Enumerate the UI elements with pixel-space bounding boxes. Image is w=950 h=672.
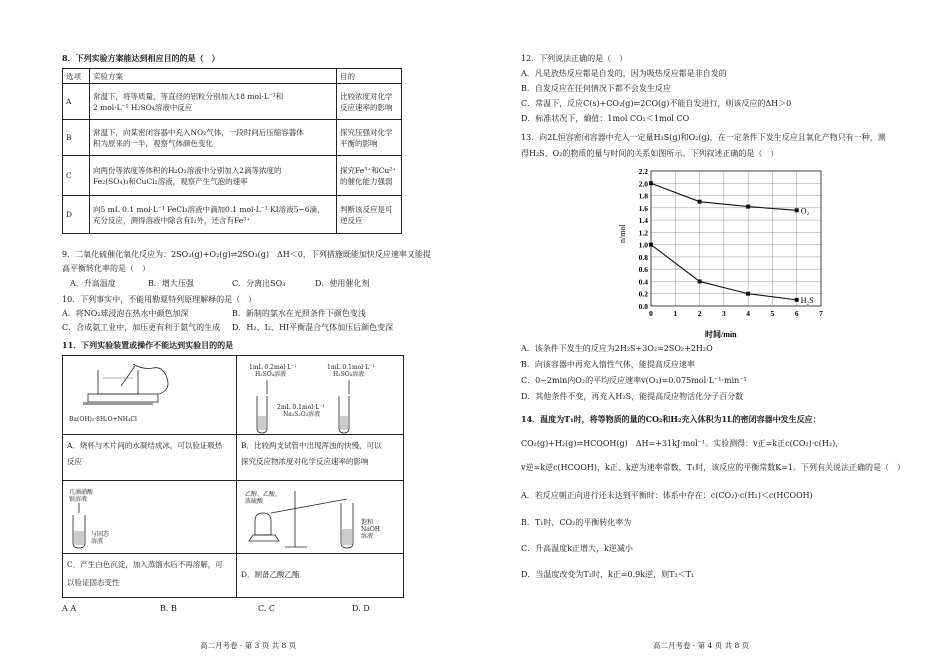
q12-option-a: A．凡是放热反应都是自发的，因为吸热反应都是非自发的 [521,69,727,78]
q8-plan-a-line2: 2 mol·L⁻¹ H₂SO₄溶液中反应 [93,102,193,112]
q14-option-d: D．当温度改变为T₂时，k正=0.9k逆，则T₂＜T₁ [521,570,695,579]
q11-cell-d [236,480,404,598]
q8-plan-a-line1: 常温下，将等质量、等直径的铝粒分别加入18 mol·L⁻¹和 [93,91,284,101]
q11-a-label: Ba(OH)₂·8H₂O+NH₄Cl [69,416,137,423]
q14-line2: CO₂(g)+H₂(g)⇌HCOOH(g) ΔH=+31kJ·mol⁻¹。实验测得：v正=k正c(CO₂)·c(H₂)， [521,439,844,448]
q8-goal-d-line2: 逆反应 [340,215,363,225]
q11-c-lab3: 与固态 [91,531,110,538]
q8-goal-c-line2: 的催化能力强弱 [340,176,393,186]
dropper-testtube-illustration [63,481,236,553]
q8-plan-d-line2: 充分反应，测得溶液中除含有I₂外，还含有Fe³⁺ [93,215,251,225]
q8-plan-d-line1: 向5 mL 0.1 mol·L⁻¹ FeCl₃溶液中滴加0.1 mol·L⁻¹ KI溶液5~6滴， [93,204,325,214]
q12-stem: 12．下列说法正确的是（ ） [521,54,628,63]
x-tick-label: 5 [770,309,775,318]
q11-cell-b [236,355,404,481]
q8-goal-a-line1: 比较浓度对化学 [340,91,393,101]
q8-header-plan: 实验方案 [90,69,337,84]
q12-option-d: D．标准状况下，熵值：1mol CO₂＜1mol CO [521,114,690,123]
series-label: H₂S [800,295,814,305]
q8-goal-a [337,84,402,120]
q8-goal-d-line1: 判断该反应是可 [340,204,393,214]
q13-option-c: C．0~2min内O₂的平均反应速率v(O₂)=0.075mol·L⁻¹·min⁻¹ [521,376,747,385]
q8-plan-d [90,196,337,234]
q11-a-text1: A．烧杯与木片间的水凝结成冰，可以验证吸热 [67,441,223,450]
q9-option-c: C．分离出SO₃ [232,279,286,288]
q13-option-a: A．该条件下发生的反应为2H₂S+3O₂=2SO₂+2H₂O [521,344,713,353]
x-tick-label: 3 [721,309,726,318]
y-tick-label: 1.4 [638,216,648,226]
q11-cell-a [62,355,237,481]
q8-goal-a-line2: 反应速率的影响 [340,102,393,112]
q11-a-text2: 反应 [67,457,82,466]
q11-c-text2: 以验证固态变性 [67,578,120,587]
q11-d-lab5: 溶液 [361,533,374,540]
data-point [649,181,653,185]
q14-option-b: B．T₁时，CO₂的平衡转化率为 [521,518,632,527]
y-tick-label: 1.0 [638,240,648,250]
q10-option-d: D．H₂、I₂、HI平衡混合气体加压后颜色变深 [232,323,394,332]
q8-goal-b-line2: 平衡的影响 [340,138,378,148]
q11-c-text1: C．产生白色沉淀，加入蒸馏水后不再溶解，可 [67,560,223,569]
q8-plan-c-line1: 向两份等浓度等体积的H₂O₂溶液中分别加入2滴等浓度的 [93,165,282,175]
q8-plan-c [90,156,337,196]
x-tick-label: 1 [673,309,678,318]
data-point [649,243,653,247]
q11-b-lab2: H₂SO₄溶液 [255,371,287,378]
q14-line3: v逆=k逆c(HCOOH)，k正、k逆为速率常数，T₁时，该反应的平衡常数K=1。下列有关说法正确的是（ ） [521,463,905,472]
x-tick-label: 4 [746,309,751,318]
table-row [63,84,402,120]
q11-d-lab3: 饱和 [361,519,374,526]
q11-b-lab4: H₂SO₄溶液 [333,371,365,378]
series-label: O₂ [800,206,810,216]
chart-x-axis-label: 时间/min [705,330,737,339]
q8-table [62,68,402,234]
y-tick-label: 0.2 [638,289,648,299]
q13-line2: 得H₂S、O₂的物质的量与时间的关系如图所示。下列叙述正确的是（ ） [521,149,779,158]
q8-plan-b-line2: 积为原来的一半，观察气体颜色变化 [93,138,213,148]
q11-c-lab1: 几滴硝酸 [69,489,94,496]
q12-option-c: C．常温下，反应C(s)+CO₂(g)⇌2CO(g)不能自发进行，则该反应的ΔH＞0 [521,99,792,108]
q8-plan-b-line1: 常温下，向某密闭容器中充入NO₂气体，一段时间后压缩容器体 [93,127,304,137]
data-point [698,279,702,283]
q14-line1: 14．温度为T₁时，将等物质的量的CO₂和H₂充入体积为1L的密闭容器中发生反应： [521,414,821,424]
right-page [475,0,950,672]
q11-answer-a: A A [62,604,77,613]
q13-option-d: D．其他条件不变，再充入H₂S，能提高反应物活化分子百分数 [521,392,744,401]
table-row [63,196,402,234]
left-footer: 高二月考卷 · 第 3 页 共 8 页 [200,641,297,650]
q8-goal-d [337,196,402,234]
q11-d-lab1: 乙醇、乙酸、 [245,491,282,498]
y-tick-label: 0.6 [638,265,648,275]
q11-d-lab4: NaOH [361,526,380,533]
q11-b-lab5: 2mL 0.1mol·L⁻¹ [277,404,325,411]
q9-line1: 9．二氧化硫催化氧化反应为：2SO₂(g)+O₂(g)⇌2SO₃(g) ΔH＜0，下列措施既能加快反应速率又能提 [62,250,431,259]
q8-goal-c [337,156,402,196]
q14-option-c: C．升高温度k正增大，k逆减小 [521,544,633,553]
q8-goal-b-line1: 探究压强对化学 [340,127,393,137]
q10-option-c: C．合成氨工业中，加压更有利于氨气的生成 [62,323,221,332]
q11-c-lab2: 银溶液 [69,496,88,503]
q11-stem: 11．下列实验装置或操作不能达到实验目的的是 [62,340,234,350]
test-tubes-illustration [237,356,403,434]
q8-stem: 8．下列实验方案能达到相应目的的是（ ） [62,53,220,63]
q8-plan-c-line2: Fe₂(SO₄)₃和CuCl₂溶液，观察产生气泡的速率 [93,176,248,186]
y-tick-label: 1.8 [638,191,648,201]
q11-answer-c: C. C [258,604,276,613]
table-row [63,120,402,156]
q8-option-b: B [63,120,90,156]
q11-b-text1: B．比较两支试管中出现浑浊的快慢，可以 [241,441,382,450]
data-point [795,208,799,212]
table-row [63,156,402,196]
y-tick-label: 1.6 [638,203,648,213]
q11-b-lab6: Na₂S₂O₃溶液 [283,411,321,418]
q9-line2: 高平衡转化率的是（ ） [62,264,150,273]
q8-option-a: A [63,84,90,120]
q8-plan-b [90,120,337,156]
chart-series [649,181,814,305]
q8-option-d: D [63,196,90,234]
q9-option-a: A．升高温度 [70,279,116,288]
data-point [698,200,702,204]
q8-goal-b [337,120,402,156]
q8-header-option: 选项 [63,69,90,84]
data-point [746,292,750,296]
q8-plan-a [90,84,337,120]
x-tick-label: 2 [697,309,702,318]
y-tick-label: 2.0 [638,179,648,189]
q13-option-b: B．向该容器中再充入惰性气体，能提高反应速率 [521,360,695,369]
chart-x-ticks [649,309,823,318]
x-tick-label: 7 [819,309,823,318]
q8-goal-c-line1: 探究Fe³⁺和Cu²⁺ [340,165,397,175]
y-tick-label: 0.4 [638,277,648,287]
q11-d-lab2: 浓硫酸 [245,498,264,505]
q10-option-a: A．将NO₂球浸泡在热水中颜色加深 [62,309,189,318]
q9-option-b: B．增大压强 [148,279,194,288]
q10-stem: 10．下列事实中，不能用勒夏特列原理解释的是（ ） [62,295,257,304]
q12-option-b: B．自发反应在任何情况下都不会发生反应 [521,84,671,93]
q11-answer-b: B. B [160,604,177,613]
y-tick-label: 0.8 [638,252,648,262]
x-tick-label: 6 [794,309,799,318]
q11-cell-c [62,480,237,598]
q11-b-text2: 探究反应物浓度对化学反应速率的影响 [241,457,369,466]
q8-header-goal: 目的 [337,69,402,84]
esterification-apparatus-illustration [237,481,403,553]
y-tick-label: 2.2 [638,167,648,176]
q11-c-lab4: 溶液 [91,538,104,545]
q11-answer-d: D. D [352,604,370,613]
chart-y-axis-label: n/mol [618,224,627,243]
q8-option-c: C [63,156,90,196]
right-footer: 高二月考卷 · 第 4 页 共 8 页 [653,641,750,650]
q11-b-lab1: 1mL 0.2mol·L⁻¹ [249,364,297,371]
q13-chart [615,165,835,340]
q11-b-lab3: 1mL 0.1mol·L⁻¹ [327,364,375,371]
y-tick-label: 0.0 [638,302,648,311]
chart-grid [651,171,821,306]
q11-d-text: D．制备乙酸乙酯 [241,570,300,579]
q13-line1: 13．向2L恒容密闭容器中充入一定量H₂S(g)和O₂(g)，在一定条件下发生反应且氧化产物只有一种，测 [521,133,886,142]
y-tick-label: 1.2 [638,228,648,238]
q9-option-d: D．使用催化剂 [315,279,370,288]
plot-frame [651,171,821,306]
data-point [795,298,799,302]
q10-option-b: B．新制的氯水在光照条件下颜色变浅 [232,309,366,318]
q14-option-a: A．若反应朝正向进行还未达到平衡时：体系中存在：c(CO₂)·c(H₂)＜c(HCOOH) [521,491,813,500]
chart-y-ticks [639,167,649,311]
data-point [746,205,750,209]
x-tick-label: 0 [649,309,653,318]
